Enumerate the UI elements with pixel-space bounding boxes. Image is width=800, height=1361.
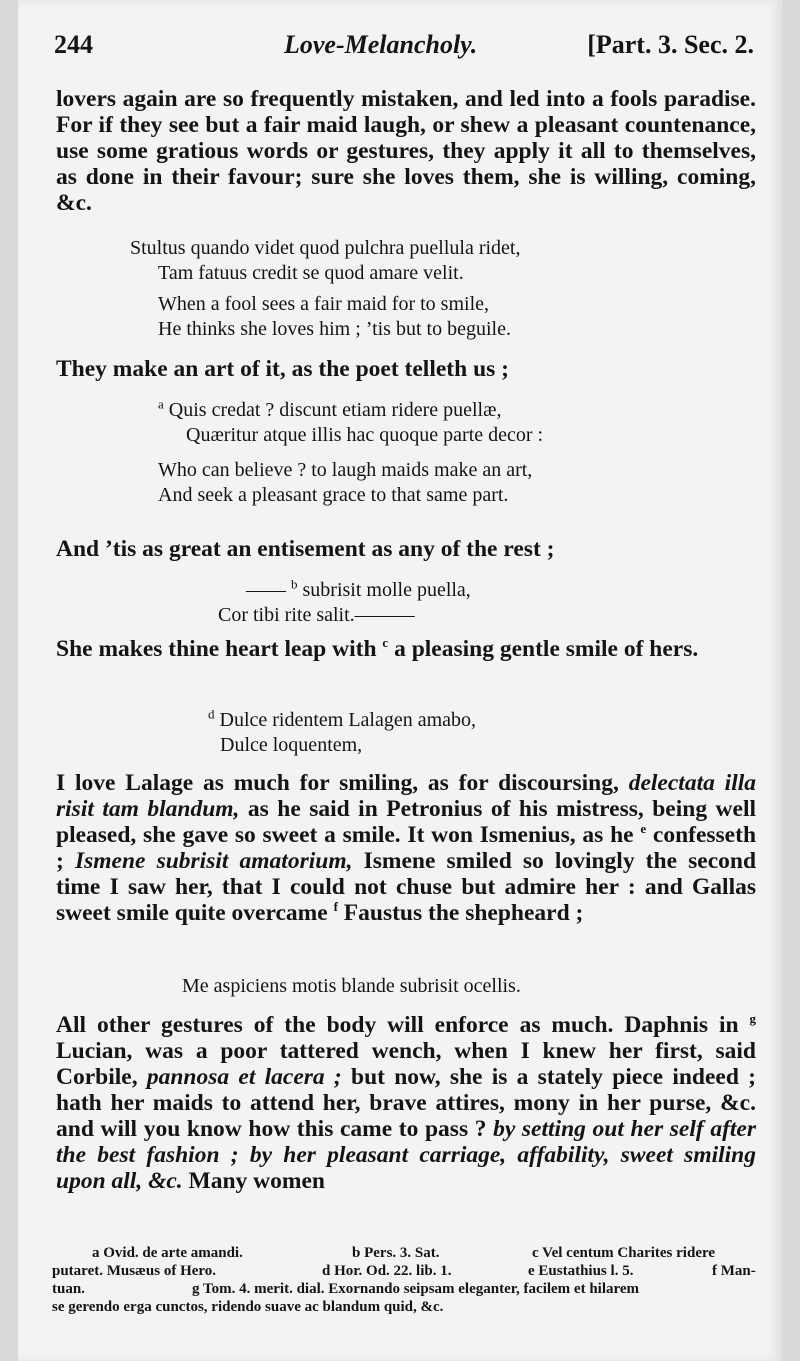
running-title: Love-Melancholy. <box>284 30 478 59</box>
verse-5 <box>182 974 521 999</box>
footnote-g: g Tom. 4. merit. dial. Exornando seipsam eleganter, facilem et hilarem <box>192 1281 640 1297</box>
footnotes <box>52 1244 768 1316</box>
footnote-mark: e <box>640 821 647 837</box>
paragraph-3: And ’tis as great an entisement as any of the rest ; <box>56 536 555 562</box>
verse-line: Dulce ridentem Lalagen amabo, <box>219 709 477 731</box>
footnote-c-cont: putaret. Musæus of Hero. <box>52 1263 217 1279</box>
verse-line: When a fool sees a fair maid for to smile, <box>158 293 489 315</box>
verse-line: Dulce loquentem, <box>220 734 363 756</box>
footnote-g-cont: se gerendo erga cunctos, ridendo suave ac blandum quid, &c. <box>52 1299 444 1315</box>
verse-dash: —— <box>246 579 286 601</box>
verse-line: He thinks she loves him ; ’tis but to beguile. <box>158 318 511 340</box>
footnote-e: e Eustathius l. 5. <box>528 1263 634 1279</box>
paragraph-2: They make an art of it, as the poet telleth us ; <box>56 356 509 382</box>
verse-line: Tam fatuus credit se quod amare velit. <box>158 262 464 284</box>
page-number: 244 <box>54 30 93 59</box>
footnote-c: c Vel centum Charites ridere <box>532 1245 716 1261</box>
verse-line: Me aspiciens motis blande subrisit ocellis. <box>182 975 521 997</box>
verse-line: subrisit molle puella, <box>302 579 471 601</box>
footnote-mark: c <box>382 635 389 651</box>
verse-line: Stultus quando videt quod pulchra puellula ridet, <box>130 237 521 259</box>
footnote-mark: a <box>158 396 164 412</box>
footnote-a: a Ovid. de arte amandi. <box>92 1245 243 1261</box>
verse-3 <box>218 578 471 628</box>
footnote-f: f Man- <box>712 1263 756 1279</box>
footnote-d: d Hor. Od. 22. lib. 1. <box>322 1263 452 1279</box>
book-page <box>18 0 782 1361</box>
footnote-mark: d <box>208 706 215 722</box>
verse-line: And seek a pleasant grace to that same part. <box>158 484 509 506</box>
footnote-f-cont: tuan. <box>52 1281 85 1297</box>
footnote-mark: f <box>333 899 338 915</box>
footnote-mark: b <box>291 576 298 592</box>
verse-line: Quis credat ? discunt etiam ridere puellæ, <box>168 399 502 421</box>
paragraph-5: I love Lalage as much for smiling, as for discoursing, delectata illa risit tam blandum, as he said in Petronius of his mistress, being well pleased, she gave so sweet a smile. It won Ismenius, as he $^e$ confesseth ; Ismene subrisit amatorium, Ismene smiled so lovingly the second time I saw her, that I could not chuse but admire her : and Gallas sweet smile quite overcame $^f$ Faustus the shepheard ; <box>56 770 757 926</box>
paragraph-6: All other gestures of the body will enforce as much. Daphnis in $^g$ Lucian, was a poor tattered wench, when I knew her first, said Corbile, pannosa et lacera ; but now, she is a stately piece indeed ; hath her maids to attend her, brave attires, mony in her purse, &c. and will you know how this came to pass ? by setting out her self after the best fashion ; by her pleasant carriage, affability, sweet smiling upon all, &c. Many women <box>56 1011 757 1194</box>
footnote-b: b Pers. 3. Sat. <box>352 1245 440 1261</box>
footnote-mark: g <box>749 1011 756 1027</box>
paragraph-4: She makes thine heart leap with $^c$ a pleasing gentle smile of hers. <box>56 635 699 662</box>
page-header <box>54 30 754 70</box>
verse-line: Who can believe ? to laugh maids make an art, <box>158 459 533 481</box>
verse-line: Quæritur atque illis hac quoque parte decor : <box>186 424 544 446</box>
verse-line: Cor tibi rite salit.——— <box>218 604 415 626</box>
verse-4 <box>208 708 476 758</box>
verse-1 <box>130 236 521 342</box>
section-reference: [Part. 3. Sec. 2. <box>587 30 754 59</box>
verse-2 <box>158 398 543 508</box>
paragraph-1: lovers again are so frequently mistaken, and led into a fools paradise. For if they see but a fair maid laugh, or shew a pleasant countenance, use some gratious words or gestures, they apply it all to themselves, as done in their favour; sure she loves them, she is willing, coming, &c. <box>56 86 756 216</box>
